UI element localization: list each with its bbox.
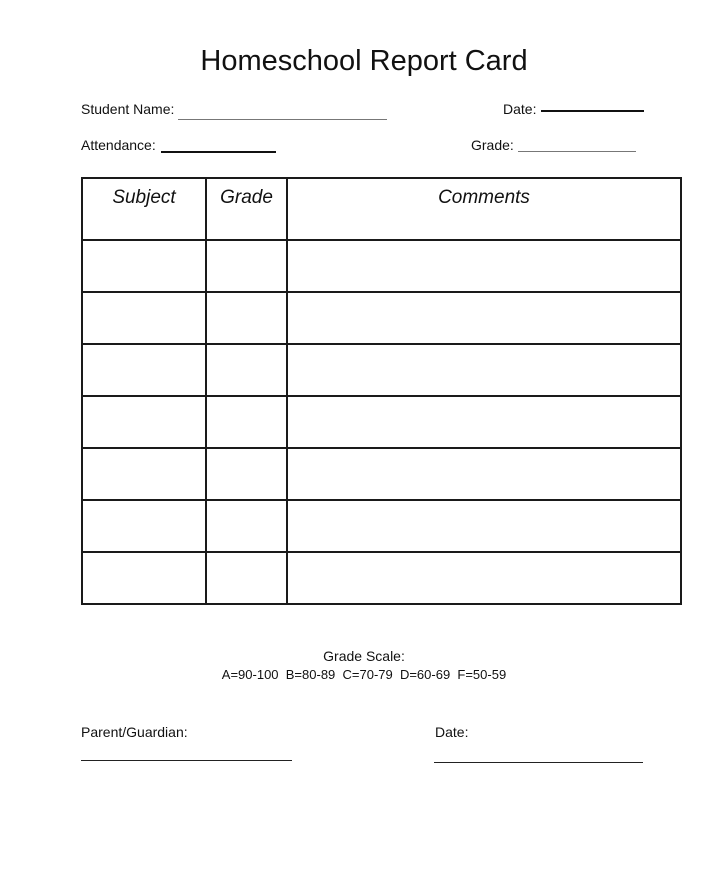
footer-date-label: Date: — [435, 724, 469, 740]
report-table — [81, 177, 682, 605]
grade-scale-values: A=90-100 B=80-89 C=70-79 D=60-69 F=50-59 — [221, 667, 507, 682]
grade-label: Grade: — [471, 137, 514, 153]
subject-cell[interactable] — [82, 396, 206, 448]
grade-scale-title: Grade Scale: — [323, 648, 405, 664]
grade-cell[interactable] — [206, 448, 287, 500]
subject-cell[interactable] — [82, 344, 206, 396]
date-label: Date: — [503, 101, 537, 117]
table-row — [82, 552, 681, 604]
table-row — [82, 344, 681, 396]
comments-cell[interactable] — [287, 292, 681, 344]
table-header-row — [82, 178, 681, 240]
grade-cell[interactable] — [206, 552, 287, 604]
student-name-field[interactable] — [178, 119, 387, 120]
table-row — [82, 448, 681, 500]
grade-cell[interactable] — [206, 500, 287, 552]
table-row — [82, 292, 681, 344]
subject-cell[interactable] — [82, 500, 206, 552]
table-row — [82, 500, 681, 552]
subject-cell[interactable] — [82, 552, 206, 604]
column-header-subject: Subject — [82, 178, 206, 240]
comments-cell[interactable] — [287, 240, 681, 292]
footer-date-field[interactable] — [434, 762, 643, 763]
grade-cell[interactable] — [206, 240, 287, 292]
comments-cell[interactable] — [287, 552, 681, 604]
subject-cell[interactable] — [82, 292, 206, 344]
date-field[interactable] — [541, 110, 644, 112]
table-row — [82, 396, 681, 448]
comments-cell[interactable] — [287, 344, 681, 396]
page-title: Homeschool Report Card — [200, 45, 528, 77]
parent-guardian-signature-field[interactable] — [81, 760, 292, 761]
grade-cell[interactable] — [206, 292, 287, 344]
grade-cell[interactable] — [206, 344, 287, 396]
subject-cell[interactable] — [82, 240, 206, 292]
column-header-comments: Comments — [287, 178, 681, 240]
student-name-label: Student Name: — [81, 101, 175, 117]
comments-cell[interactable] — [287, 396, 681, 448]
comments-cell[interactable] — [287, 500, 681, 552]
column-header-grade: Grade — [206, 178, 287, 240]
table-row — [82, 240, 681, 292]
grade-cell[interactable] — [206, 396, 287, 448]
attendance-label: Attendance: — [81, 137, 156, 153]
grade-field[interactable] — [518, 151, 636, 152]
subject-cell[interactable] — [82, 448, 206, 500]
attendance-field[interactable] — [161, 151, 276, 153]
comments-cell[interactable] — [287, 448, 681, 500]
parent-guardian-label: Parent/Guardian: — [81, 724, 188, 740]
